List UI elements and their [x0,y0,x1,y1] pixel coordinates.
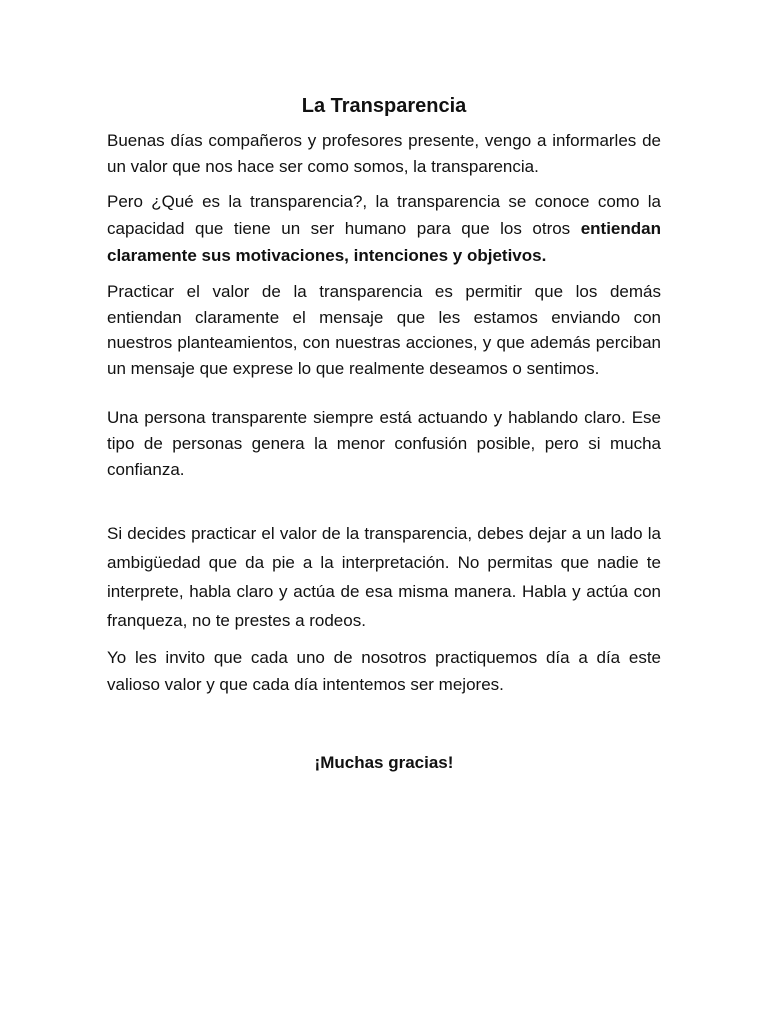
paragraph-advice: Si decides practicar el valor de la transparencia, debes dejar a un lado la ambigüedad que da pie a la interpretación. No permitas que nadie te interprete, habla claro y actúa de esa misma manera. Habla y actúa con franqueza, no te prestes a rodeos. [107,524,661,630]
paragraph-practice: Practicar el valor de la transparencia es permitir que los demás entiendan claramente el mensaje que les estamos enviando con nuestros planteamientos, con nuestras acciones, y que además perciban un mensaje que exprese lo que realmente deseamos o sentimos. [107,282,661,378]
document-title: La Transparencia [301,95,467,117]
closing-thanks: ¡Muchas gracias! [314,753,454,772]
paragraph-definition-text: Pero ¿Qué es la transparencia?, la transparencia se conoce como la capacidad que tiene un ser humano para que los otros [107,192,661,238]
paragraph-definition-bold: entiendan claramente sus motivaciones, intenciones y objetivos. [107,219,661,265]
paragraph-greeting: Buenas días compañeros y profesores presente, vengo a informarles de un valor que nos hace ser como somos, la transparencia. [107,131,661,176]
document-page [107,92,661,793]
paragraph-invitation: Yo les invito que cada uno de nosotros practiquemos día a día este valioso valor y que cada día intentemos ser mejores. [107,648,661,694]
paragraph-definition [107,188,661,269]
paragraph-person: Una persona transparente siempre está actuando y hablando claro. Ese tipo de personas genera la menor confusión posible, pero si mucha confianza. [107,408,661,479]
